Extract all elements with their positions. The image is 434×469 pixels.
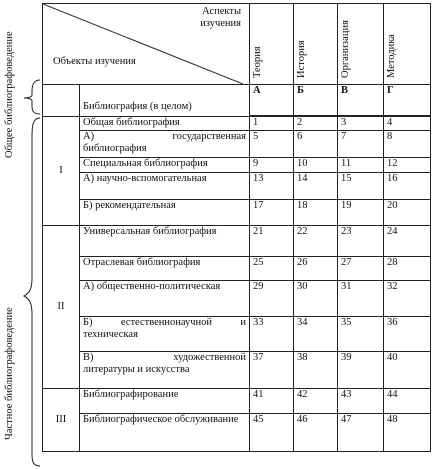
- cell-value: 33: [250, 317, 294, 352]
- cell-value: 10: [294, 158, 338, 173]
- general-bibliography-side-label: Общее библиографоведение: [4, 31, 15, 158]
- cell-value: 2: [294, 117, 338, 131]
- cell-value: 46: [294, 414, 338, 452]
- cell-value: 14: [294, 173, 338, 200]
- row-label: Библиографирование: [80, 389, 250, 414]
- cell-value: 34: [294, 317, 338, 352]
- bibliography-matrix-table: [42, 3, 431, 452]
- cell-value: 36: [384, 317, 431, 352]
- cell-value: 27: [338, 257, 384, 281]
- row-label: Общая библиография: [80, 117, 250, 131]
- cell-value: 4: [384, 117, 431, 131]
- cell-value: 23: [338, 226, 384, 257]
- group-roman-numeral: II: [43, 226, 80, 389]
- column-header-methods: Методика: [384, 4, 431, 85]
- cell-value: 41: [250, 389, 294, 414]
- cell-value: 39: [338, 352, 384, 389]
- cell-value: 40: [384, 352, 431, 389]
- column-letter: В: [338, 85, 384, 116]
- cell-value: 30: [294, 281, 338, 317]
- cell-value: 42: [294, 389, 338, 414]
- column-letter: А: [250, 85, 294, 116]
- cell-value: 22: [294, 226, 338, 257]
- cell-value: 44: [384, 389, 431, 414]
- row-label: Б) естественнонаучной и техническая: [80, 317, 250, 352]
- cell-value: 37: [250, 352, 294, 389]
- row-label: Специальная библиография: [80, 158, 250, 173]
- particular-bibliography-side-label: Частное библиографоведение: [4, 307, 15, 440]
- cell-value: 25: [250, 257, 294, 281]
- side-braces: [16, 78, 42, 468]
- cell-value: 8: [384, 131, 431, 158]
- header-diagonal-cell: [43, 4, 250, 85]
- row-label: Библиографическое обслуживание: [80, 414, 250, 452]
- aspects-label: Аспекты изучения: [200, 6, 241, 29]
- cell-value: 26: [294, 257, 338, 281]
- cell-value: 11: [338, 158, 384, 173]
- cell-value: 18: [294, 200, 338, 226]
- cell-value: 45: [250, 414, 294, 452]
- cell-value: 5: [250, 131, 294, 158]
- cell-value: 12: [384, 158, 431, 173]
- cell-value: 7: [338, 131, 384, 158]
- column-letter: Г: [384, 85, 431, 116]
- cell-value: 9: [250, 158, 294, 173]
- row-label: А) государственная библиография: [80, 131, 250, 158]
- cell-value: 29: [250, 281, 294, 317]
- cell-value: 19: [338, 200, 384, 226]
- cell-value: 28: [384, 257, 431, 281]
- cell-value: 24: [384, 226, 431, 257]
- row-label: Отраслевая библиография: [80, 257, 250, 281]
- empty-roman-cell: [43, 85, 80, 117]
- column-header-theory: Теория: [250, 4, 294, 85]
- cell-value: 13: [250, 173, 294, 200]
- cell-value: 48: [384, 414, 431, 452]
- group-roman-numeral: III: [43, 389, 80, 452]
- cell-value: 43: [338, 389, 384, 414]
- bibliography-whole-label: Библиография (в целом): [80, 85, 250, 117]
- cell-value: 17: [250, 200, 294, 226]
- cell-value: 20: [384, 200, 431, 226]
- cell-value: 6: [294, 131, 338, 158]
- cell-value: 38: [294, 352, 338, 389]
- column-header-history: История: [294, 4, 338, 85]
- cell-value: 47: [338, 414, 384, 452]
- cell-value: 32: [384, 281, 431, 317]
- cell-value: 15: [338, 173, 384, 200]
- cell-value: 31: [338, 281, 384, 317]
- row-label: В) художественной литературы и искусства: [80, 352, 250, 389]
- cell-value: 21: [250, 226, 294, 257]
- row-label: А) научно-вспомогательная: [80, 173, 250, 200]
- column-letter: Б: [294, 85, 338, 116]
- column-header-organization: Организация: [338, 4, 384, 85]
- row-label: Б) рекомендательная: [80, 200, 250, 226]
- cell-value: 3: [338, 117, 384, 131]
- group-roman-numeral: I: [43, 117, 80, 226]
- row-label: Универсальная библиография: [80, 226, 250, 257]
- row-label: А) общественно-политическая: [80, 281, 250, 317]
- cell-value: 35: [338, 317, 384, 352]
- objects-label: Объекты изучения: [53, 56, 136, 67]
- cell-value: 16: [384, 173, 431, 200]
- cell-value: 1: [250, 117, 294, 131]
